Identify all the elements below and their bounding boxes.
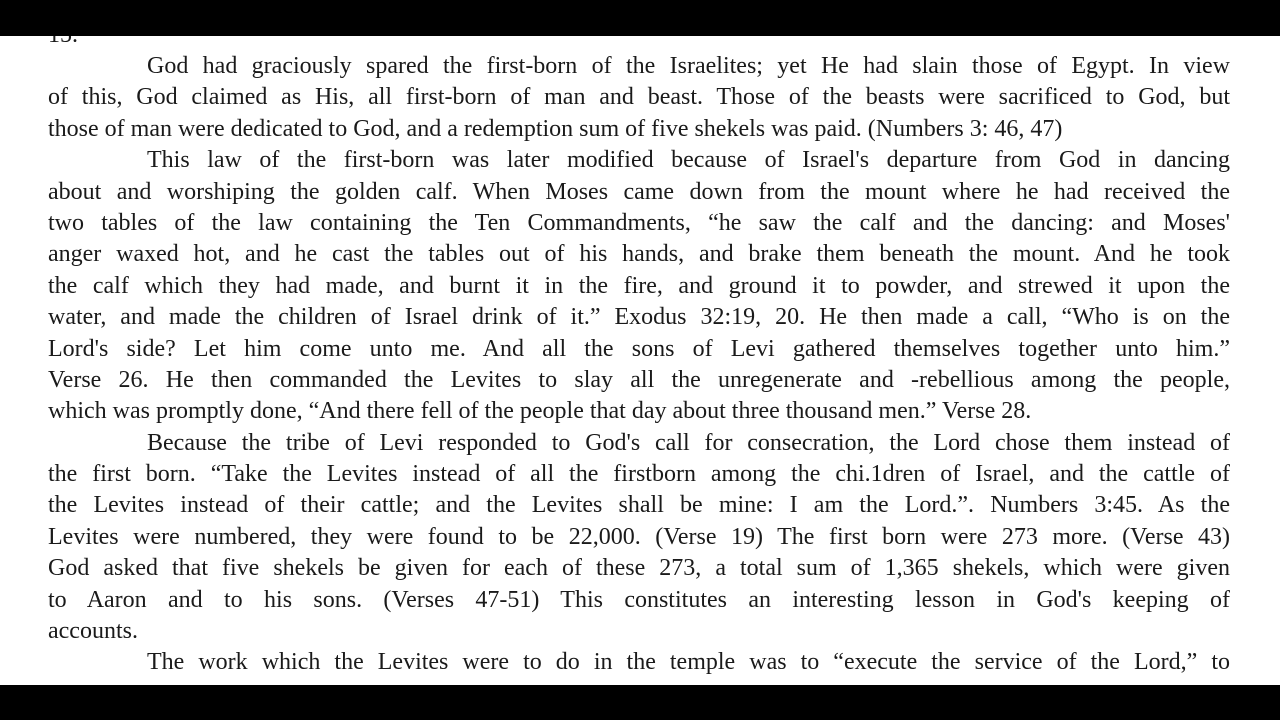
text-line: the first born. “Take the Levites instead of all the firstborn among the chi.1dren of Israel, and the cattle of <box>48 461 1230 488</box>
text-line: water, and made the children of Israel drink of it.” Exodus 32:19, 20. He then made a call, “Who is on the <box>48 304 1230 331</box>
top-letterbox-bar <box>0 0 1280 36</box>
text-line: about and worshiping the golden calf. When Moses came down from the mount where he had received the <box>48 178 1230 205</box>
text-line: Because the tribe of Levi responded to God's call for consecration, the Lord chose them instead of <box>147 429 1230 456</box>
bottom-letterbox-bar <box>0 685 1280 720</box>
text-line: two tables of the law containing the Ten Commandments, “he saw the calf and the dancing: and Moses' <box>48 209 1230 236</box>
text-line: accounts. <box>48 618 138 645</box>
text-line: those of man were dedicated to God, and a redemption sum of five shekels was paid. (Numbers 3: 46, 47) <box>48 115 1063 142</box>
text-line: which was promptly done, “And there fell of the people that day about three thousand men.” Verse 28. <box>48 398 1032 425</box>
text-line: the calf which they had made, and burnt it in the fire, and ground it to powder, and strewed it upon the <box>48 272 1230 299</box>
document-body <box>48 51 1230 679</box>
text-line: This law of the first-born was later modified because of Israel's departure from God in dancing <box>147 147 1230 174</box>
text-line: the Levites instead of their cattle; and the Levites shall be mine: I am the Lord.”. Numbers 3:45. As the <box>48 492 1230 519</box>
text-line: to Aaron and to his sons. (Verses 47-51) This constitutes an interesting lesson in God's keeping of <box>48 586 1230 613</box>
text-line: Lord's side? Let him come unto me. And all the sons of Levi gathered themselves together unto him.” <box>48 335 1230 362</box>
text-line: God had graciously spared the first-born of the Israelites; yet He had slain those of Egypt. In view <box>147 53 1230 79</box>
text-line: Verse 26. He then commanded the Levites to slay all the unregenerate and -rebellious among the people, <box>48 366 1230 393</box>
text-line: of this, God claimed as His, all first-born of man and beast. Those of the beasts were sacrificed to God, but <box>48 84 1230 111</box>
text-line: Levites were numbered, they were found to be 22,000. (Verse 19) The first born were 273 more. (Verse 43) <box>48 523 1230 550</box>
text-line: anger waxed hot, and he cast the tables out of his hands, and brake them beneath the mount. And he took <box>48 241 1230 268</box>
text-line: God asked that five shekels be given for each of these 273, a total sum of 1,365 shekels, which were given <box>48 555 1230 582</box>
text-line: The work which the Levites were to do in the temple was to “execute the service of the Lord,” to <box>147 649 1230 676</box>
